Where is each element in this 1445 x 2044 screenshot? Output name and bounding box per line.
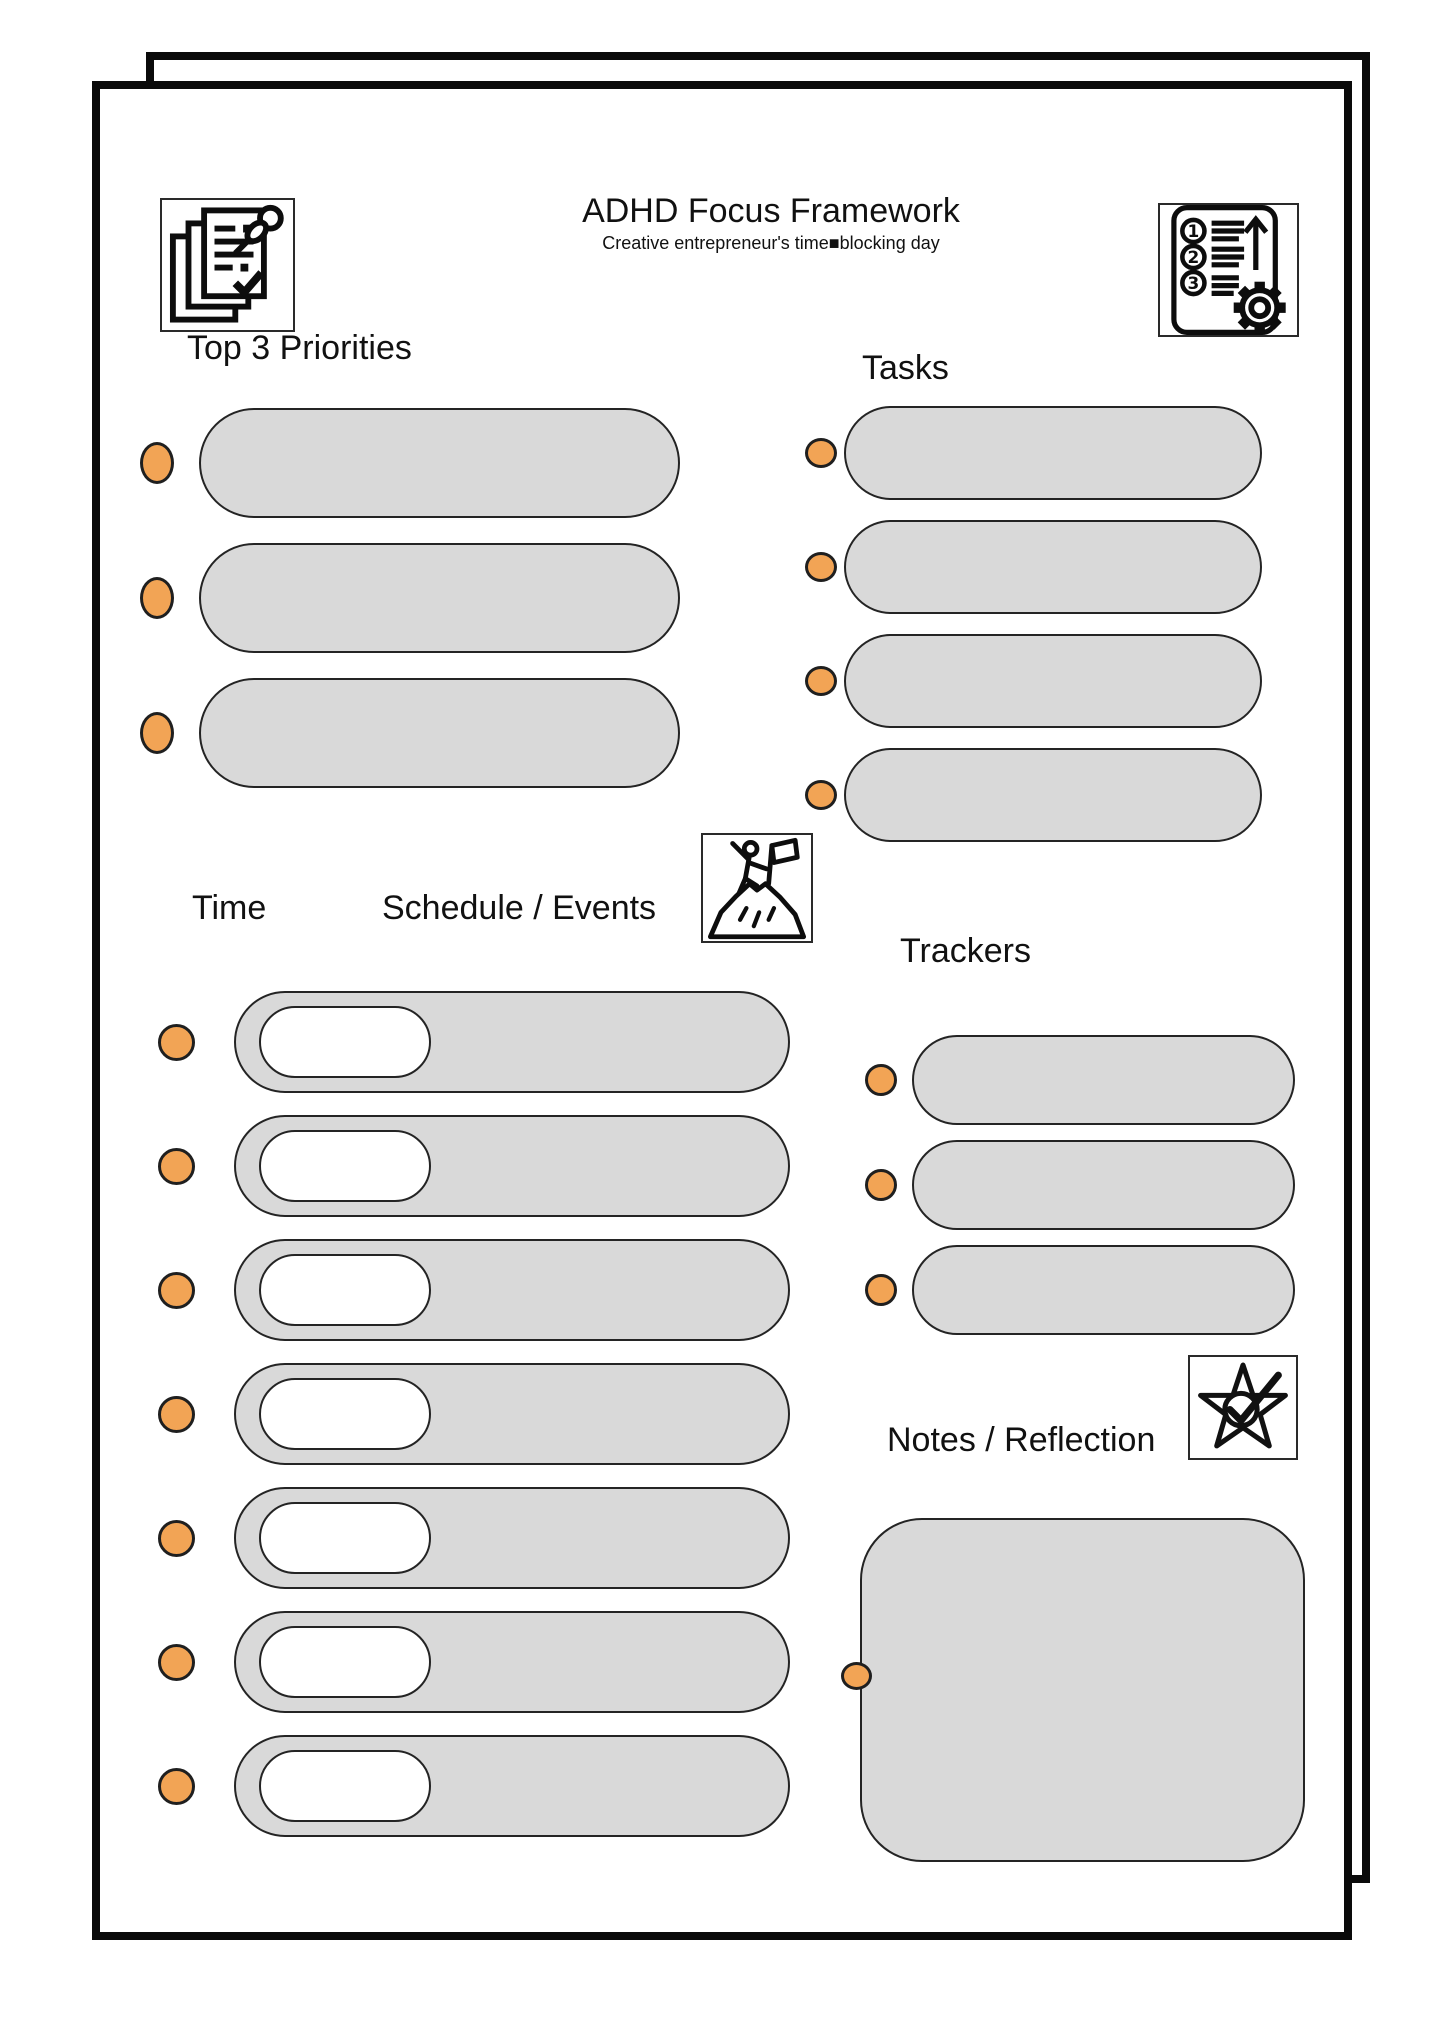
bullet-dot	[158, 1644, 195, 1681]
schedule-row	[158, 1735, 790, 1837]
time-cell[interactable]	[259, 1626, 431, 1698]
bullet-dot	[841, 1662, 872, 1690]
task-slot[interactable]	[844, 406, 1262, 500]
bullet-dot	[140, 712, 174, 754]
time-heading: Time	[192, 889, 267, 927]
schedule-row	[158, 1487, 790, 1589]
priorities-heading: Top 3 Priorities	[187, 329, 412, 367]
trackers-heading: Trackers	[900, 932, 1031, 970]
schedule-events-heading: Schedule / Events	[382, 889, 657, 927]
bullet-dot	[865, 1274, 897, 1306]
schedule-list	[158, 991, 790, 1837]
bullet-dot	[158, 1272, 195, 1309]
schedule-row	[158, 1239, 790, 1341]
notes-area[interactable]	[860, 1518, 1305, 1862]
schedule-row	[158, 1363, 790, 1465]
trackers-list	[865, 1035, 1295, 1335]
bullet-dot	[158, 1768, 195, 1805]
time-cell[interactable]	[259, 1750, 431, 1822]
time-cell[interactable]	[259, 1130, 431, 1202]
schedule-event-slot[interactable]	[234, 1363, 790, 1465]
tracker-row	[865, 1035, 1295, 1125]
time-cell[interactable]	[259, 1006, 431, 1078]
priority-slot[interactable]	[199, 678, 680, 788]
schedule-event-slot[interactable]	[234, 1239, 790, 1341]
worksheet-page	[92, 81, 1352, 1940]
star-check-icon	[1188, 1355, 1298, 1460]
bullet-dot	[805, 438, 837, 468]
schedule-event-slot[interactable]	[234, 1487, 790, 1589]
priority-row	[140, 543, 680, 653]
tracker-row	[865, 1245, 1295, 1335]
bullet-dot	[805, 666, 837, 696]
priority-slot[interactable]	[199, 543, 680, 653]
task-row	[805, 634, 1262, 728]
task-slot[interactable]	[844, 748, 1262, 842]
schedule-row	[158, 1115, 790, 1217]
tasks-list	[805, 406, 1262, 842]
tracker-slot[interactable]	[912, 1140, 1295, 1230]
time-cell[interactable]	[259, 1502, 431, 1574]
schedule-event-slot[interactable]	[234, 1611, 790, 1713]
page-subtitle: Creative entrepreneur's time■blocking day	[602, 233, 940, 254]
task-row	[805, 406, 1262, 500]
tracker-row	[865, 1140, 1295, 1230]
bullet-dot	[140, 577, 174, 619]
bullet-dot	[805, 552, 837, 582]
priority-row	[140, 678, 680, 788]
bullet-dot	[158, 1024, 195, 1061]
bullet-dot	[865, 1169, 897, 1201]
task-row	[805, 748, 1262, 842]
task-slot[interactable]	[844, 634, 1262, 728]
task-row	[805, 520, 1262, 614]
bullet-dot	[805, 780, 837, 810]
svg-text:1: 1	[1187, 220, 1200, 241]
priority-row	[140, 408, 680, 518]
bullet-dot	[158, 1148, 195, 1185]
svg-text:3: 3	[1187, 272, 1200, 293]
task-slot[interactable]	[844, 520, 1262, 614]
priority-slot[interactable]	[199, 408, 680, 518]
schedule-event-slot[interactable]	[234, 1735, 790, 1837]
svg-text:2: 2	[1187, 246, 1200, 267]
time-cell[interactable]	[259, 1378, 431, 1450]
priorities-list	[140, 408, 680, 788]
schedule-event-slot[interactable]	[234, 991, 790, 1093]
tracker-slot[interactable]	[912, 1245, 1295, 1335]
bullet-dot	[158, 1396, 195, 1433]
page-title: ADHD Focus Framework	[582, 192, 960, 230]
time-cell[interactable]	[259, 1254, 431, 1326]
mountain-summit-flag-icon	[701, 833, 813, 943]
bullet-dot	[865, 1064, 897, 1096]
schedule-row	[158, 991, 790, 1093]
tracker-slot[interactable]	[912, 1035, 1295, 1125]
tasks-heading: Tasks	[862, 349, 949, 387]
bullet-dot	[140, 442, 174, 484]
schedule-row	[158, 1611, 790, 1713]
bullet-dot	[158, 1520, 195, 1557]
numbered-list-gear-icon	[1158, 203, 1299, 337]
schedule-event-slot[interactable]	[234, 1115, 790, 1217]
notes-heading: Notes / Reflection	[887, 1421, 1156, 1459]
